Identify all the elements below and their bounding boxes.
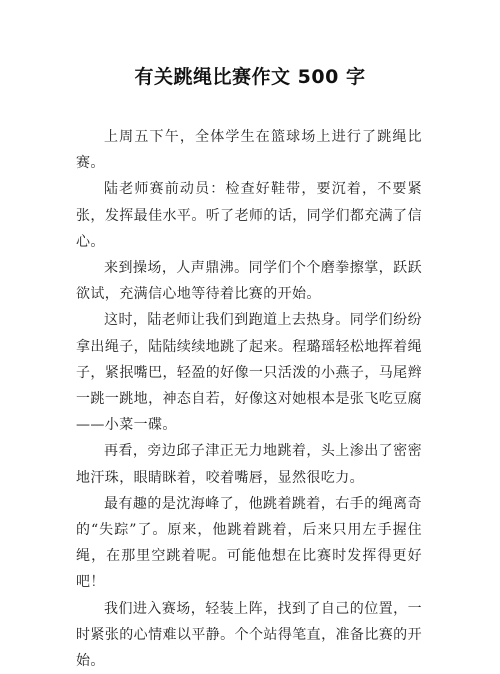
paragraph-4: 这时，陆老师让我们到跑道上去热身。同学们纷纷拿出绳子，陆陆续续地跳了起来。程璐瑶轻松地挥着绳子，紧抿嘴巴，轻盈的好像一只活泼的小燕子，马尾辫一跳一跳地，神态自若，好像这对她根本是张飞吃豆腐——小菜一碟。: [76, 312, 422, 434]
paragraph-7: 我们进入赛场，轻装上阵，找到了自己的位置，一时紧张的心情难以平静。个个站得笔直，准备比赛的开始。: [76, 600, 422, 670]
paragraph-5: 再看，旁边邱子津正无力地跳着，头上渗出了密密地汗珠，眼睛眯着，咬着嘴唇，显然很吃力。: [76, 443, 422, 486]
paragraph-2: 陆老师赛前动员：检查好鞋带，要沉着，不要紧张，发挥最佳水平。听了老师的话，同学们都充满了信心。: [76, 181, 422, 250]
paragraph-1: 上周五下午，全体学生在篮球场上进行了跳绳比赛。: [76, 129, 422, 172]
essay-body: [76, 124, 422, 674]
paragraph-3: 来到操场，人声鼎沸。同学们个个磨拳擦掌，跃跃欲试，充满信心地等待着比赛的开始。: [76, 260, 422, 303]
paragraph-6: 最有趣的是沈海峰了，他跳着跳着，右手的绳离奇的“失踪”了。原来，他跳着跳着，后来只用左手握住绳，在那里空跳着呢。可能他想在比赛时发挥得更好吧！: [76, 495, 422, 591]
essay-title: 有关跳绳比赛作文 500 字: [134, 66, 366, 88]
